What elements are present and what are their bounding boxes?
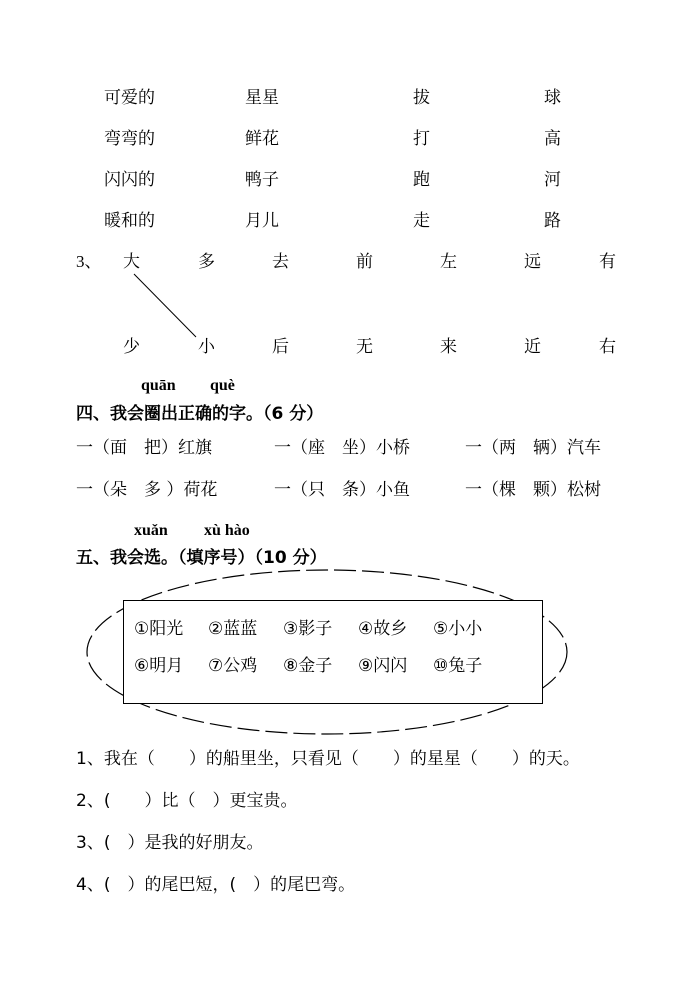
antonym-word: 远 <box>524 252 541 272</box>
options-box <box>123 600 543 704</box>
option-item: ④故乡 <box>358 619 408 639</box>
question: 4、( ）的尾巴短，( ）的尾巴弯。 <box>76 875 356 895</box>
question: 2、( ）比（ ）更宝贵。 <box>76 791 298 811</box>
word: 弯弯的 <box>104 129 155 149</box>
choice-item: 一（两 辆）汽车 <box>465 438 601 458</box>
word: 走 <box>413 211 430 231</box>
option-item: ③影子 <box>283 619 333 639</box>
antonym-word: 有 <box>599 252 616 272</box>
pinyin: xuǎn <box>134 522 168 539</box>
question-number: 3、 <box>76 252 102 271</box>
word: 拔 <box>413 88 430 108</box>
word: 路 <box>544 211 561 231</box>
antonym-word: 近 <box>524 337 541 357</box>
antonym-word: 大 <box>123 252 140 272</box>
word: 月儿 <box>245 211 279 231</box>
antonym-word: 少 <box>123 337 140 357</box>
word: 鲜花 <box>245 129 279 149</box>
word: 可爱的 <box>104 88 155 108</box>
antonym-word: 小 <box>198 337 215 357</box>
word: 暖和的 <box>104 211 155 231</box>
option-item: ①阳光 <box>134 619 184 639</box>
word: 高 <box>544 129 561 149</box>
question: 3、( ）是我的好朋友。 <box>76 833 264 853</box>
antonym-word: 去 <box>272 252 289 272</box>
antonym-word: 后 <box>272 337 289 357</box>
antonym-word: 来 <box>440 337 457 357</box>
option-item: ②蓝蓝 <box>208 619 258 639</box>
choice-item: 一（只 条）小鱼 <box>274 480 410 500</box>
word: 跑 <box>413 170 430 190</box>
choice-item: 一（面 把）红旗 <box>76 438 212 458</box>
section-title: 四、我会圈出正确的字。（6 分） <box>76 404 324 424</box>
option-item: ⑤小小 <box>433 619 483 639</box>
option-item: ⑦公鸡 <box>208 656 258 676</box>
word: 鸭子 <box>245 170 279 190</box>
word: 打 <box>413 129 430 149</box>
antonym-word: 无 <box>356 337 373 357</box>
antonym-word: 右 <box>599 337 616 357</box>
option-item: ⑧金子 <box>283 656 333 676</box>
pinyin: xù hào <box>204 522 250 539</box>
word: 星星 <box>245 88 279 108</box>
option-item: ⑥明月 <box>134 656 184 676</box>
word: 河 <box>544 170 561 190</box>
antonym-word: 左 <box>440 252 457 272</box>
word: 闪闪的 <box>104 170 155 190</box>
question: 1、我在（ ）的船里坐，只看见（ ）的星星（ ）的天。 <box>76 749 580 769</box>
option-item: ⑩兔子 <box>433 656 483 676</box>
option-item: ⑨闪闪 <box>358 656 408 676</box>
choice-item: 一（座 坐）小桥 <box>274 438 410 458</box>
word: 球 <box>544 88 561 108</box>
choice-item: 一（朵 多 ）荷花 <box>76 480 218 500</box>
section-title: 五、我会选。（填序号）（10 分） <box>76 548 327 568</box>
choice-item: 一（棵 颗）松树 <box>465 480 601 500</box>
antonym-word: 多 <box>198 252 215 272</box>
pinyin: què <box>210 377 235 394</box>
antonym-word: 前 <box>356 252 373 272</box>
pinyin: quān <box>141 377 176 394</box>
